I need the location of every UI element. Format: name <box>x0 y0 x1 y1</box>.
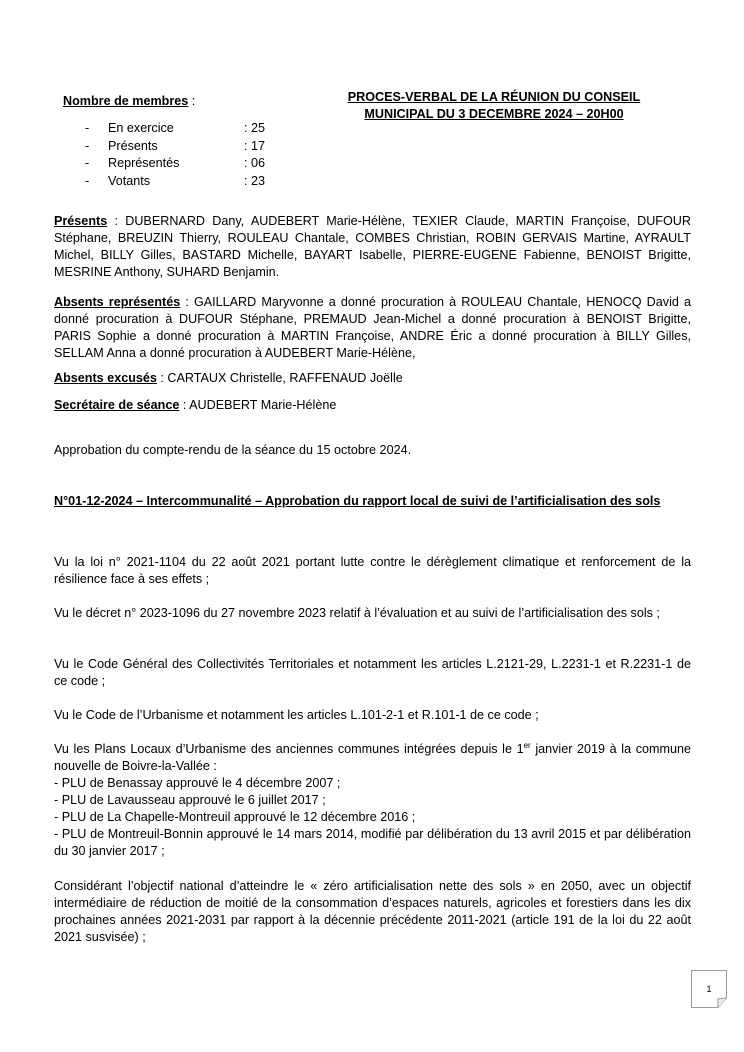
members-heading-label: Nombre de membres <box>63 94 189 108</box>
paragraph-law: Vu la loi n° 2021-1104 du 22 août 2021 portant lutte contre le dérèglement climatique et renforcement de la résilience face à ses effets ; <box>54 555 691 586</box>
members-row-value: : 25 <box>244 121 266 135</box>
title-line-1: PROCES-VERBAL DE LA RÉUNION DU CONSEIL <box>347 90 641 104</box>
plu-intro-text-end: janvier 2019 à la commune nouvelle de Boivre-la-Vallée : <box>54 742 691 773</box>
page-number-badge <box>691 970 727 1008</box>
members-heading-suffix: : <box>188 94 196 108</box>
members-row <box>85 138 265 156</box>
list-item: - PLU de La Chapelle-Montreuil approuvé le 12 décembre 2016 ; <box>54 810 416 824</box>
plu-intro-text: Vu les Plans Locaux d’Urbanisme des anciennes communes intégrées depuis le 1 <box>54 742 524 756</box>
approval-paragraph: Approbation du compte-rendu de la séance du 15 octobre 2024. <box>54 443 412 457</box>
members-row-value: : 23 <box>244 173 266 188</box>
members-row-label: Représentés <box>108 156 180 170</box>
list-item: - PLU de Montreuil-Bonnin approuvé le 14 mars 2014, modifié par délibération du 13 avril 2015 et par délibération du 30 janvier 2017 ; <box>54 827 691 858</box>
list-dash: - <box>85 173 90 188</box>
excused-label: Absents excusés <box>54 371 157 385</box>
page-number: 1 <box>706 984 712 994</box>
presents-label: Présents <box>54 214 108 228</box>
members-row <box>85 120 265 138</box>
members-row-label: Votants <box>108 173 151 188</box>
members-row-label: En exercice <box>108 121 174 135</box>
list-dash: - <box>85 138 90 153</box>
list-dash: - <box>85 156 90 170</box>
members-row-value: : 17 <box>244 138 266 153</box>
secretary-paragraph <box>54 397 691 414</box>
represented-text: : GAILLARD Maryvonne a donné procuration à ROULEAU Chantale, HENOCQ David a donné procuration à DUFOUR Stéphane, PREMAUD Jean-Michel a donné procuration à BENOIST Brigitte, PARIS Sophie a donné procuration à MARTIN Françoise, ANDRE Éric a donné procuration à BILLY Gilles, SELLAM Anna a donné procuration à AUDEBERT Marie-Hélène, <box>54 295 692 360</box>
members-row-value: : 06 <box>244 156 266 170</box>
represented-paragraph <box>54 294 691 362</box>
title-line-2: MUNICIPAL DU 3 DECEMBRE 2024 – 20H00 <box>364 107 624 121</box>
paragraph-cgct: Vu le Code Général des Collectivités Territoriales et notamment les articles L.2121-29, L.2231-1 et R.2231-1 de ce code ; <box>54 657 691 688</box>
members-heading <box>63 93 195 110</box>
page-title <box>326 89 662 123</box>
members-row <box>85 173 265 191</box>
presents-text: : DUBERNARD Dany, AUDEBERT Marie-Hélène, TEXIER Claude, MARTIN Françoise, DUFOUR Stéphane, BREUZIN Thierry, ROULEAU Chantale, COMBES Christian, ROBIN GERVAIS Martine, AYRAULT Michel, BILLY Gilles, BASTARD Michelle, BAYART Isabelle, PIERRE-EUGENE Fabienne, BENOIST Brigitte, MESRINE Anthony, SUHARD Benjamin. <box>54 214 691 279</box>
paragraph-plu <box>54 741 691 860</box>
secretary-text: : AUDEBERT Marie-Hélène <box>179 398 337 412</box>
presents-paragraph <box>54 213 691 281</box>
plu-intro-sup: er <box>523 740 531 750</box>
list-item: - PLU de Benassay approuvé le 4 décembre 2007 ; <box>54 776 341 790</box>
excused-text: : CARTAUX Christelle, RAFFENAUD Joëlle <box>156 371 403 385</box>
paragraph-zan: Considérant l’objectif national d’atteindre le « zéro artificialisation nette des sols » en 2050, avec un objectif intermédiaire de réduction de moitié de la consommation d’espaces naturels, agricoles et forestiers dans les dix prochaines années 2021-2031 par rapport à la décennie précédente 2011-2021 (article 191 de la loi du 22 août 2021 susvisée) ; <box>54 879 691 944</box>
members-list <box>85 120 265 190</box>
members-row <box>85 155 265 173</box>
plu-intro <box>54 741 691 775</box>
members-row-label: Présents <box>108 138 158 153</box>
section-heading: N°01-12-2024 – Intercommunalité – Approbation du rapport local de suivi de l’artificialisation des sols <box>54 494 661 508</box>
paragraph-urbanisme: Vu le Code de l’Urbanisme et notamment les articles L.101-2-1 et R.101-1 de ce code ; <box>54 708 539 722</box>
list-item: - PLU de Lavausseau approuvé le 6 juillet 2017 ; <box>54 793 326 807</box>
list-dash: - <box>85 121 90 135</box>
paragraph-decree: Vu le décret n° 2023-1096 du 27 novembre 2023 relatif à l’évaluation et au suivi de l’artificialisation des sols ; <box>54 606 660 620</box>
represented-label: Absents représentés <box>54 295 181 309</box>
secretary-label: Secrétaire de séance <box>54 398 180 412</box>
excused-paragraph <box>54 370 691 387</box>
